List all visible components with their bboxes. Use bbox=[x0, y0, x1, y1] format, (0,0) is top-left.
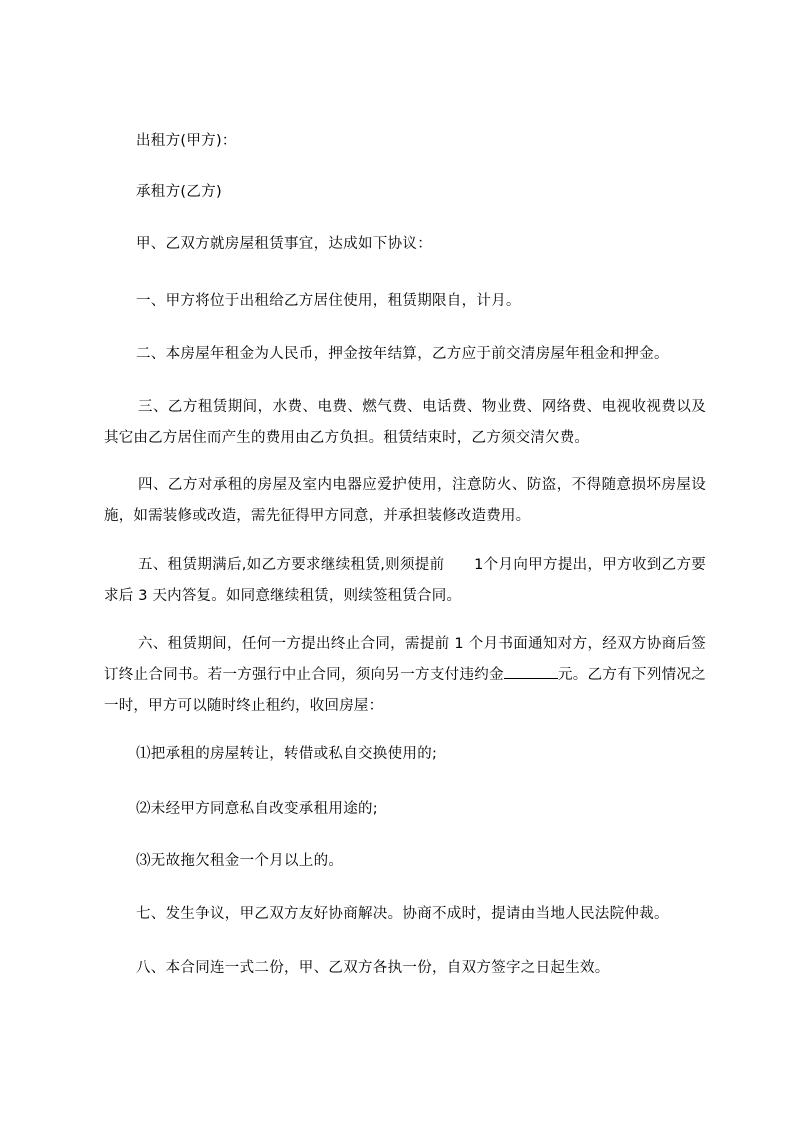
clause-8: 八、本合同连一式二份，甲、乙双方各执一份，自双方签字之日起生效。 bbox=[136, 960, 610, 976]
condition-item-1: ⑴把承租的房屋转让，转借或私自交换使用的; bbox=[136, 746, 438, 762]
lessor-line: 出租方(甲方)： bbox=[136, 133, 237, 149]
clause-6-text-2: 元。乙方有下列情况之一时，甲方可以随时终止租约，收回房屋： bbox=[104, 667, 706, 714]
condition-item-2: ⑵未经甲方同意私自改变承租用途的; bbox=[136, 801, 378, 817]
intro-line: 甲、乙双方就房屋租赁事宜，达成如下协议： bbox=[136, 236, 432, 252]
clause-6 bbox=[104, 629, 706, 722]
clause-6-text-1: 六、租赁期间，任何一方提出终止合同，需提前 1 个月书面通知对方，经双方协商后签订终止合同书。若一方强行中止合同，须向另一方支付违约金 bbox=[104, 636, 706, 683]
clause-2: 二、本房屋年租金为人民币，押金按年结算，乙方应于前交清房屋年租金和押金。 bbox=[136, 346, 669, 362]
clause-1: 一、甲方将位于出租给乙方居住使用，租赁期限自，计月。 bbox=[136, 293, 521, 309]
penalty-amount-blank bbox=[504, 664, 558, 679]
clause-4: 四、乙方对承租的房屋及室内电器应爱护使用，注意防火、防盗，不得随意损坏房屋设施，如需装修或改造，需先征得甲方同意，并承担装修改造费用。 bbox=[104, 477, 706, 524]
clause-7: 七、发生争议，甲乙双方友好协商解决。协商不成时，提请由当地人民法院仲裁。 bbox=[136, 906, 669, 922]
clause-5: 五、租赁期满后,如乙方要求继续租赁,则须提前 1个月向甲方提出，甲方收到乙方要求后 3 天内答复。如同意继续租赁，则续签租赁合同。 bbox=[104, 557, 706, 604]
lessee-line: 承租方(乙方) bbox=[136, 184, 222, 200]
condition-item-3: ⑶无故拖欠租金一个月以上的。 bbox=[136, 853, 344, 869]
clause-3: 三、乙方租赁期间，水费、电费、燃气费、电话费、物业费、网络费、电视收视费以及其它由乙方居住而产生的费用由乙方负担。租赁结束时，乙方须交清欠费。 bbox=[104, 399, 706, 446]
